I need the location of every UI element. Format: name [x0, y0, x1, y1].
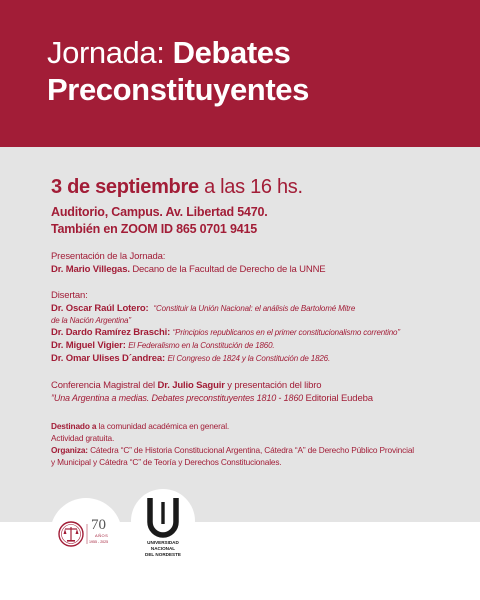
page-title [47, 34, 309, 108]
speaker-4 [51, 353, 330, 364]
book-line [51, 393, 373, 404]
speaker-1 [51, 303, 355, 314]
venue-line-2: También en ZOOM ID 865 0701 9415 [51, 222, 257, 236]
title-bold-1: Debates [172, 35, 291, 70]
presentacion-label: Presentación de la Jornada: [51, 251, 166, 262]
date-time: a las 16 hs. [204, 176, 303, 198]
unne-line-2: NACIONAL [150, 546, 176, 551]
event-date [51, 176, 303, 199]
speaker-topic-cont: de la Nación Argentina” [51, 316, 131, 325]
speaker-name: Dr. Miguel Vigier: [51, 340, 126, 351]
conferencia-name: Dr. Julio Saguir [157, 380, 225, 391]
anniversary-number: 70 [91, 517, 106, 533]
destinado-text: la comunidad académica en general. [98, 421, 230, 431]
conferencia-post: y presentación del libro [227, 380, 322, 391]
destinado-line [51, 421, 229, 431]
anniversary-years: 1955 - 2025 [89, 540, 109, 544]
speaker-1-cont [51, 315, 131, 326]
conferencia-line [51, 380, 321, 391]
unne-line-1: UNIVERSIDAD [147, 540, 179, 545]
unne-name [128, 540, 198, 558]
venue-line-1: Auditorio, Campus. Av. Libertad 5470. [51, 205, 268, 219]
speaker-3 [51, 340, 274, 351]
unne-logo [128, 486, 198, 586]
disertan-label: Disertan: [51, 290, 88, 301]
date-bold: 3 de septiembre [51, 176, 199, 198]
presentacion-name: Dr. Mario Villegas. [51, 264, 130, 275]
speaker-name: Dr. Oscar Raúl Lotero: [51, 303, 149, 314]
speaker-topic: El Congreso de 1824 y la Constitución de 1826. [167, 354, 331, 363]
destinado-label: Destinado a [51, 421, 97, 431]
title-light: Jornada: [47, 35, 165, 70]
presentacion-role: Decano de la Facultad de Derecho de la UNNE [132, 264, 326, 275]
presentacion-line [51, 264, 326, 275]
speaker-name: Dr. Dardo Ramírez Braschi: [51, 327, 171, 338]
organiza-line [51, 445, 414, 455]
speaker-2 [51, 327, 400, 338]
faculty-70-anniversary-logo [50, 498, 122, 570]
title-bold-2: Preconstituyentes [47, 72, 309, 107]
speaker-topic: “Constituir la Unión Nacional: el análisis de Bartolomé Mitre [153, 304, 356, 313]
speaker-name: Dr. Omar Ulises D´andrea: [51, 353, 165, 364]
organiza-label: Organiza: [51, 445, 88, 455]
organiza-text: Cátedra “C” de Historia Constitucional Argentina, Cátedra “A” de Derecho Público Provincial [90, 445, 414, 455]
actividad-line: Actividad gratuita. [51, 433, 115, 443]
conferencia-pre: Conferencia Magistral del [51, 380, 155, 391]
book-title: ”Una Argentina a medias. Debates preconstituyentes 1810 - 1860 [51, 393, 304, 403]
speaker-topic: El Federalismo en la Constitución de 1860. [128, 341, 275, 350]
publisher: Editorial Eudeba [305, 393, 373, 404]
scales-of-justice-icon [50, 498, 122, 570]
unne-line-3: DEL NORDESTE [145, 552, 181, 557]
organiza-line-2: y Municipal y Cátedra “C” de Teoría y Derechos Constitucionales. [51, 457, 282, 467]
anniversary-word: AÑOS [95, 533, 109, 538]
speaker-topic: “Principios republicanos en el primer constitucionalismo correntino” [172, 328, 400, 337]
